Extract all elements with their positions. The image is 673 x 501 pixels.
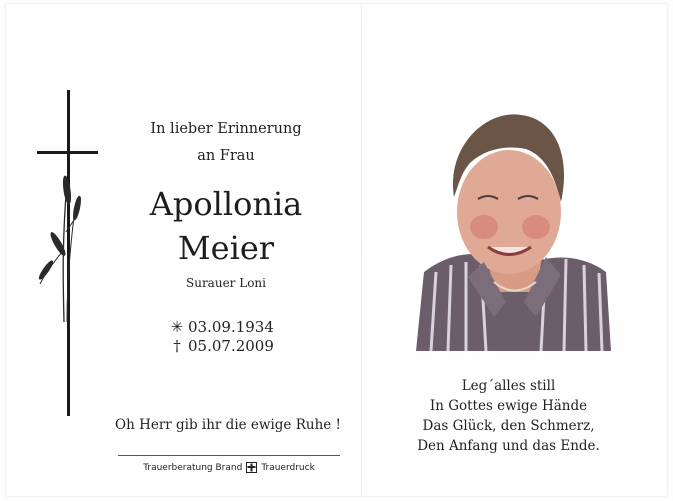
footer-right: Trauerdruck — [261, 462, 315, 473]
death-date: 05.07.2009 — [188, 337, 274, 355]
death-row — [166, 337, 274, 356]
card-fold — [361, 4, 362, 496]
intro-line-2: an Frau — [197, 148, 255, 164]
portrait-photo — [406, 87, 611, 351]
footer-divider — [118, 455, 340, 456]
last-name: Meier — [177, 229, 275, 267]
printer-logo-icon — [246, 462, 257, 473]
birth-star-icon: ✳ — [170, 318, 184, 336]
verse-line-3: Das Glück, den Schmerz, — [422, 418, 595, 434]
death-cross-icon: † — [173, 337, 181, 355]
cross-bar — [37, 151, 98, 154]
prayer-text: Oh Herr gib ihr die ewige Ruhe ! — [115, 417, 341, 433]
verse — [406, 376, 611, 456]
birth-row — [166, 318, 274, 337]
wheat-icon — [36, 172, 86, 322]
verse-line-2: In Gottes ewige Hände — [429, 398, 588, 414]
printer-footer — [118, 462, 340, 473]
memorial-card — [6, 4, 667, 496]
birth-date: 03.09.1934 — [188, 318, 274, 336]
nickname: Surauer Loni — [186, 276, 266, 290]
intro-text — [106, 116, 346, 170]
first-name: Apollonia — [149, 185, 303, 223]
verse-line-4: Den Anfang und das Ende. — [417, 438, 600, 454]
intro-line-1: In lieber Erinnerung — [150, 121, 302, 137]
deceased-name — [106, 182, 346, 270]
verse-line-1: Leg´alles still — [461, 378, 556, 394]
footer-left: Trauerberatung Brand — [143, 462, 243, 473]
life-dates — [166, 318, 274, 356]
